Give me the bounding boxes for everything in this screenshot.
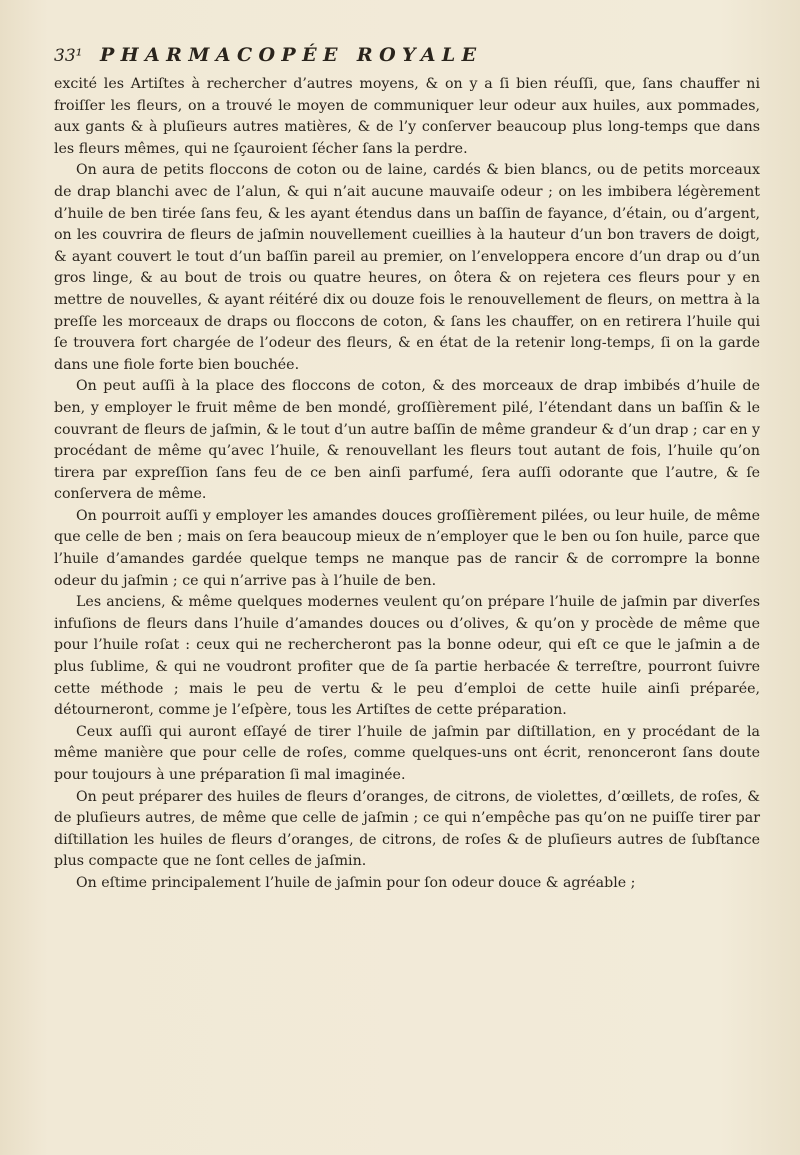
paragraph-continuation: excité les Artiſtes à rechercher d’autres moyens, & on y a ſi bien réuſſi, que, ſans chauffer ni froiſſer les fleurs, on a trouvé le moyen de communiquer leur odeur aux huiles, aux pommades, aux gants & à pluſieurs autres matières, & de l’y conſerver beaucoup plus long-temps que dans les fleurs mêmes, qui ne ſçauroient ſécher ſans la perdre. xyxy=(54,76,760,157)
body-text xyxy=(54,74,760,895)
paragraph: On eſtime principalement l’huile de jaſmin pour ſon odeur douce & agréable ; xyxy=(76,874,636,891)
paragraph: On pourroit auſſi y employer les amandes douces groſſièrement pilées, ou leur huile, de même que celle de ben ; mais on ſera beaucoup mieux de n’employer que le ben ou ſon huile, parce que l’huile d’amandes gardée quelque temps ne manque pas de rancir & de corrompre la bonne odeur du jaſmin ; ce qui n’arrive pas à l’huile de ben. xyxy=(54,507,760,589)
running-head xyxy=(54,44,760,70)
paragraph: On peut auſſi à la place des floccons de coton, & des morceaux de drap imbibés d’huile de ben, y employer le fruit même de ben mondé, groſſièrement pilé, l’étendant dans un baſſin & le couvrant de fleurs de jaſmin, & le tout d’un autre baſſin de même grandeur & d’un drap ; car en y procédant de même qu’avec l’huile, & renouvellant les fleurs tout autant de fois, l’huile qu’on tirera par expreſſion ſans feu de ce ben ainſi parfumé, ſera auſſi odorante que l’autre, & ſe conſervera de même. xyxy=(54,378,760,503)
page-number: 33¹ xyxy=(54,46,83,66)
running-title: PHARMACOPÉE ROYALE xyxy=(100,44,483,66)
paragraph: On aura de petits floccons de coton ou de laine, cardés & bien blancs, ou de petits morceaux de drap blanchi avec de l’alun, & qui n’ait aucune mauvaiſe odeur ; on les imbibera légèrement d’huile de ben tirée ſans feu, & les ayant étendus dans un baſſin de fayance, d’étain, ou d’argent, on les couvrira de fleurs de jaſmin nouvellement cueillies à la hauteur d’un bon travers de doigt, & ayant couvert le tout d’un baſſin pareil au premier, on l’enveloppera encore d’un drap ou d’un gros linge, & au bout de trois ou quatre heures, on ôtera & on rejetera ces fleurs pour y en mettre de nouvelles, & ayant réitéré dix ou douze fois le renouvellement de fleurs, on mettra à la preſſe les morceaux de draps ou floccons de coton, & ſans les chauffer, on en retirera l’huile qui ſe trouvera fort chargée de l’odeur des fleurs, & en état de la retenir long-temps, ſi on la garde dans une fiole forte bien bouchée. xyxy=(54,162,760,373)
paragraph: On peut préparer des huiles de fleurs d’oranges, de citrons, de violettes, d’œillets, de roſes, & de pluſieurs autres, de même que celle de jaſmin ; ce qui n’empêche pas qu’on ne puiſſe tirer par diſtillation les huiles de fleurs d’oranges, de citrons, de roſes & de pluſieurs autres de ſubſtance plus compacte que ne ſont celles de jaſmin. xyxy=(54,788,760,870)
paragraph: Les anciens, & même quelques modernes veulent qu’on prépare l’huile de jaſmin par diverſes infuſions de fleurs dans l’huile d’amandes douces ou d’olives, & qu’on y procède de même que pour l’huile roſat : ceux qui ne rechercheront pas la bonne odeur, qui eſt ce que le jaſmin a de plus ſublime, & qui ne voudront profiter que de ſa partie herbacée & terreſtre, pourront ſuivre cette méthode ; mais le peu de vertu & le peu d’emploi de cette huile ainſi préparée, détourneront, comme je l’eſpère, tous les Artiſtes de cette préparation. xyxy=(54,594,760,719)
paragraph: Ceux auſſi qui auront eſſayé de tirer l’huile de jaſmin par diſtillation, en y procédant de la même manière que pour celle de roſes, comme quelques-uns ont écrit, renonceront ſans doute pour toujours à une préparation ſi mal imaginée. xyxy=(54,723,760,783)
